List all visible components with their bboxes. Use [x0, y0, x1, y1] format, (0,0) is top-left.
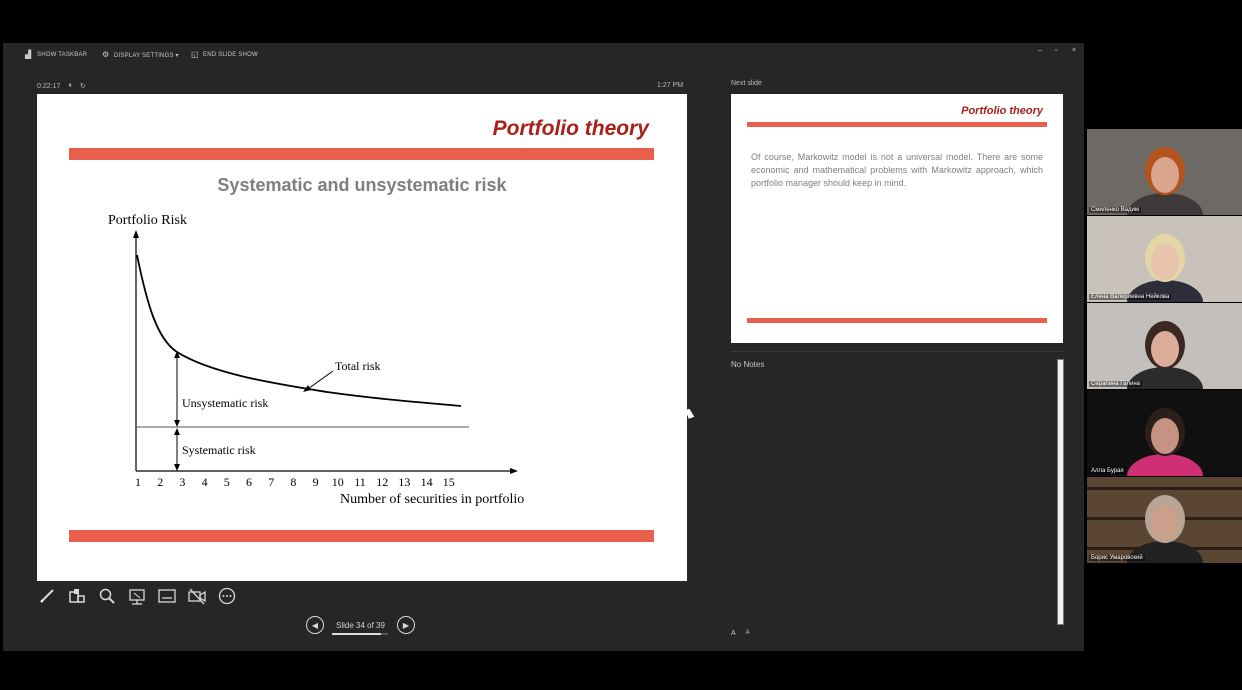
- restore-button[interactable]: ▫: [1055, 47, 1058, 54]
- speaker-notes: No Notes: [731, 360, 765, 369]
- next-slide-bottom-bar: [747, 318, 1047, 323]
- slide-subtitle: Systematic and unsystematic risk: [217, 175, 507, 195]
- x-tick-label: 7: [268, 475, 275, 489]
- participant-name: Елена Валериевна Нейкова: [1091, 294, 1170, 300]
- x-tick-label: 15: [442, 475, 455, 489]
- pen-icon[interactable]: [37, 587, 57, 605]
- risk-diagram: [37, 94, 687, 581]
- x-tick-label: 13: [398, 475, 411, 489]
- x-tick-label: 6: [246, 475, 252, 489]
- x-tick-label: 8: [290, 475, 297, 489]
- show-taskbar-button[interactable]: [25, 51, 87, 59]
- x-tick-label: 14: [420, 475, 433, 489]
- slide-indicator-text: Slide 34 of 39: [336, 620, 385, 630]
- total-risk-label: Total risk: [335, 359, 381, 373]
- slide-navigation: [306, 616, 415, 634]
- minimize-button[interactable]: –: [1038, 47, 1042, 54]
- subtitles-icon[interactable]: [157, 587, 177, 605]
- unsystematic-arrow-head-up: [174, 351, 180, 358]
- systematic-risk-label: Systematic risk: [182, 443, 256, 457]
- pause-icon[interactable]: ⏸: [68, 82, 72, 89]
- increase-font-button[interactable]: A: [731, 630, 736, 637]
- participant-video: [1087, 477, 1242, 563]
- notes-scrollbar[interactable]: [1057, 359, 1064, 625]
- chevron-left-icon: ◀: [311, 620, 319, 630]
- x-tick-label: 10: [331, 475, 344, 489]
- x-axis-arrow: [510, 468, 518, 474]
- participant-name: Серапина Галина: [1091, 381, 1141, 387]
- systematic-arrow-head-down: [174, 464, 180, 471]
- slide-timer: [37, 82, 86, 90]
- elapsed-time: 0:22:17: [37, 82, 61, 90]
- next-slide-preview[interactable]: [731, 94, 1063, 343]
- more-options-icon[interactable]: [217, 587, 237, 605]
- x-tick-label: 12: [376, 475, 389, 489]
- current-slide: [37, 94, 687, 581]
- reset-icon[interactable]: ↻: [79, 83, 86, 90]
- systematic-arrow-head-up: [174, 428, 180, 435]
- unsystematic-risk-label: Unsystematic risk: [182, 396, 269, 410]
- display-settings-icon: ⚙: [102, 50, 110, 59]
- slide-progress-fill: [332, 633, 381, 635]
- end-show-icon: ◱: [191, 50, 199, 59]
- next-slide-title: Portfolio theory: [961, 105, 1043, 117]
- display-settings-button[interactable]: [102, 51, 179, 59]
- participant-gallery: [1087, 129, 1242, 564]
- participant-tile[interactable]: [1087, 477, 1242, 563]
- end-slide-show-label: END SLIDE SHOW: [203, 52, 258, 58]
- font-size-controls: [731, 630, 750, 637]
- slide-indicator[interactable]: [332, 621, 389, 630]
- clock: 1:27 PM: [657, 82, 684, 89]
- participant-tile[interactable]: [1087, 303, 1242, 389]
- participant-tile[interactable]: [1087, 390, 1242, 476]
- camera-off-icon[interactable]: [187, 587, 207, 605]
- x-tick-label: 1: [135, 475, 141, 489]
- taskbar-icon: ▟: [25, 50, 32, 59]
- end-slide-show-button[interactable]: [191, 51, 258, 59]
- next-slide-label: Next slide: [731, 80, 762, 87]
- slide-tools: [37, 587, 237, 605]
- participant-video: [1087, 390, 1242, 476]
- x-tick-label: 5: [223, 475, 230, 489]
- participant-tile[interactable]: [1087, 216, 1242, 302]
- participant-name: Борис Умаровский: [1091, 555, 1143, 561]
- show-taskbar-label: SHOW TASKBAR: [37, 52, 88, 58]
- participant-video: [1087, 129, 1242, 215]
- unsystematic-arrow-head-down: [174, 420, 180, 427]
- next-slide-button[interactable]: [397, 616, 415, 634]
- x-tick-labels: [135, 475, 455, 489]
- y-axis-label: Portfolio Risk: [108, 213, 187, 228]
- slide-bottom-bar: [69, 530, 654, 542]
- total-risk-curve: [137, 255, 461, 406]
- x-tick-label: 4: [201, 475, 208, 489]
- next-slide-text: Of course, Markowitz model is not a universal model. There are some economic and mathematical problems with Markowitz approach, which portfolio manager should keep in mind.: [751, 152, 1043, 188]
- x-axis-label: Number of securities in portfolio: [340, 492, 525, 507]
- notes-separator: [731, 351, 1063, 352]
- laser-pointer-icon[interactable]: [127, 587, 147, 605]
- previous-slide-button[interactable]: [306, 616, 324, 634]
- x-tick-label: 2: [157, 475, 164, 489]
- next-slide-top-bar: [747, 122, 1047, 127]
- decrease-font-button[interactable]: A: [745, 630, 750, 636]
- x-tick-label: 3: [179, 475, 186, 489]
- display-settings-label: DISPLAY SETTINGS ▾: [114, 52, 179, 59]
- close-button[interactable]: ×: [1072, 47, 1077, 54]
- presenter-view: [3, 43, 1084, 651]
- zoom-icon[interactable]: [97, 587, 117, 605]
- slide-progress-bar: [332, 633, 388, 635]
- participant-video: [1087, 216, 1242, 302]
- chevron-right-icon: ▶: [402, 620, 410, 630]
- participant-tile[interactable]: [1087, 129, 1242, 215]
- slide-title: Portfolio theory: [492, 117, 649, 140]
- participant-name: Смиленко Вадим: [1091, 207, 1139, 213]
- x-tick-label: 11: [354, 475, 366, 489]
- top-toolbar: [3, 43, 1084, 67]
- participant-name: Алла Бурая: [1091, 468, 1124, 474]
- see-all-slides-icon[interactable]: [67, 587, 87, 605]
- participant-video: [1087, 303, 1242, 389]
- y-axis-arrow: [133, 230, 139, 238]
- x-tick-label: 9: [312, 475, 319, 489]
